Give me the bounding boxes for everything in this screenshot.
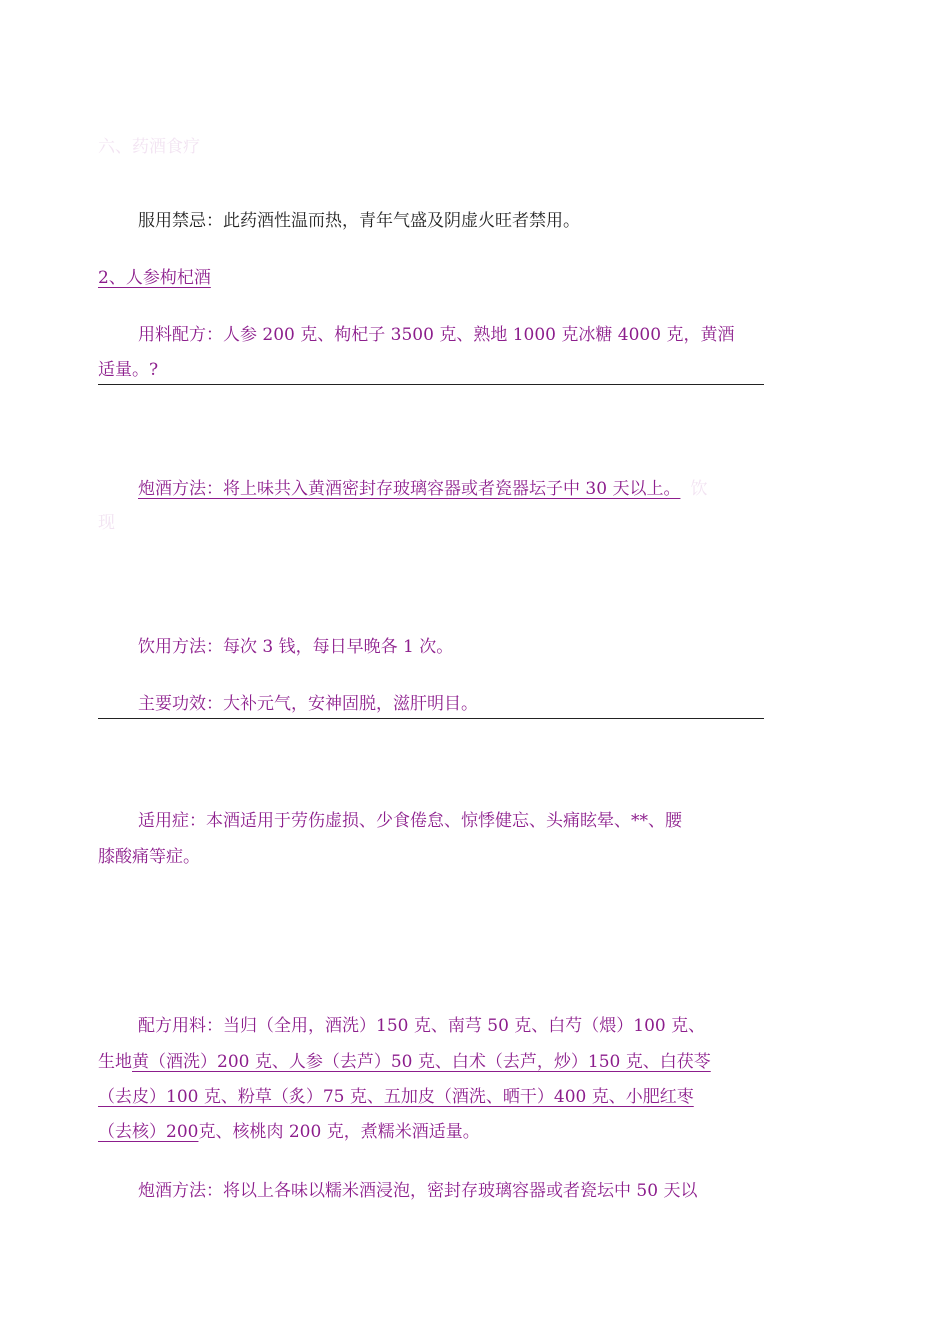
ingredients-line-1: 用料配方：人参 200 克、枸杞子 3500 克、熟地 1000 克冰糖 4000 克，黄酒 xyxy=(138,325,735,345)
brewing-method-row xyxy=(138,478,707,500)
formula-line-4-rest: 克、核桃肉 200 克，煮糯米酒适量。 xyxy=(198,1122,480,1142)
formula-line-2 xyxy=(98,1051,711,1073)
formula-line-4-underlined: （去核）200 xyxy=(98,1122,199,1142)
contraindication-text: 服用禁忌：此药酒性温而热，青年气盛及阴虚火旺者禁用。 xyxy=(138,211,580,231)
formula-line-2-start: 生地 xyxy=(98,1052,132,1072)
formula-line-4 xyxy=(98,1121,480,1143)
horizontal-rule xyxy=(98,384,764,385)
brewing-faint-tail: 饮 xyxy=(690,479,708,499)
formula-line-3: （去皮）100 克、粉草（炙）75 克、五加皮（酒洗、晒干）400 克、小肥红枣 xyxy=(98,1087,694,1107)
faded-heading: 六、药酒食疗 xyxy=(98,137,200,157)
formula-line-1: 配方用料：当归（全用，酒洗）150 克、南芎 50 克、白芍（煨）100 克、 xyxy=(138,1016,706,1036)
brewing-faint-next: 现 xyxy=(98,513,115,533)
ingredients-line-2: 适量。? xyxy=(98,360,159,380)
formula-line-2-underlined: 黄（酒洗）200 克、人参（去芦）50 克、白术（去芦，炒）150 克、白茯苓 xyxy=(132,1052,711,1072)
brewing-method-text: 炮酒方法：将上味共入黄酒密封存玻璃容器或者瓷器坛子中 30 天以上。 xyxy=(138,479,681,499)
drinking-method-text: 饮用方法：每次 3 钱，每日早晚各 1 次。 xyxy=(138,637,454,657)
horizontal-rule xyxy=(98,718,764,719)
section-title: 2、人参枸杞酒 xyxy=(98,268,211,288)
indications-line-1: 适用症：本酒适用于劳伤虚损、少食倦怠、惊悸健忘、头痛眩晕、**、腰 xyxy=(138,811,682,831)
indications-line-2: 膝酸痛等症。 xyxy=(98,847,200,867)
main-effect-text: 主要功效：大补元气，安神固脱，滋肝明目。 xyxy=(138,694,478,714)
brewing-method-2-text: 炮酒方法：将以上各味以糯米酒浸泡，密封存玻璃容器或者瓷坛中 50 天以 xyxy=(138,1181,698,1201)
